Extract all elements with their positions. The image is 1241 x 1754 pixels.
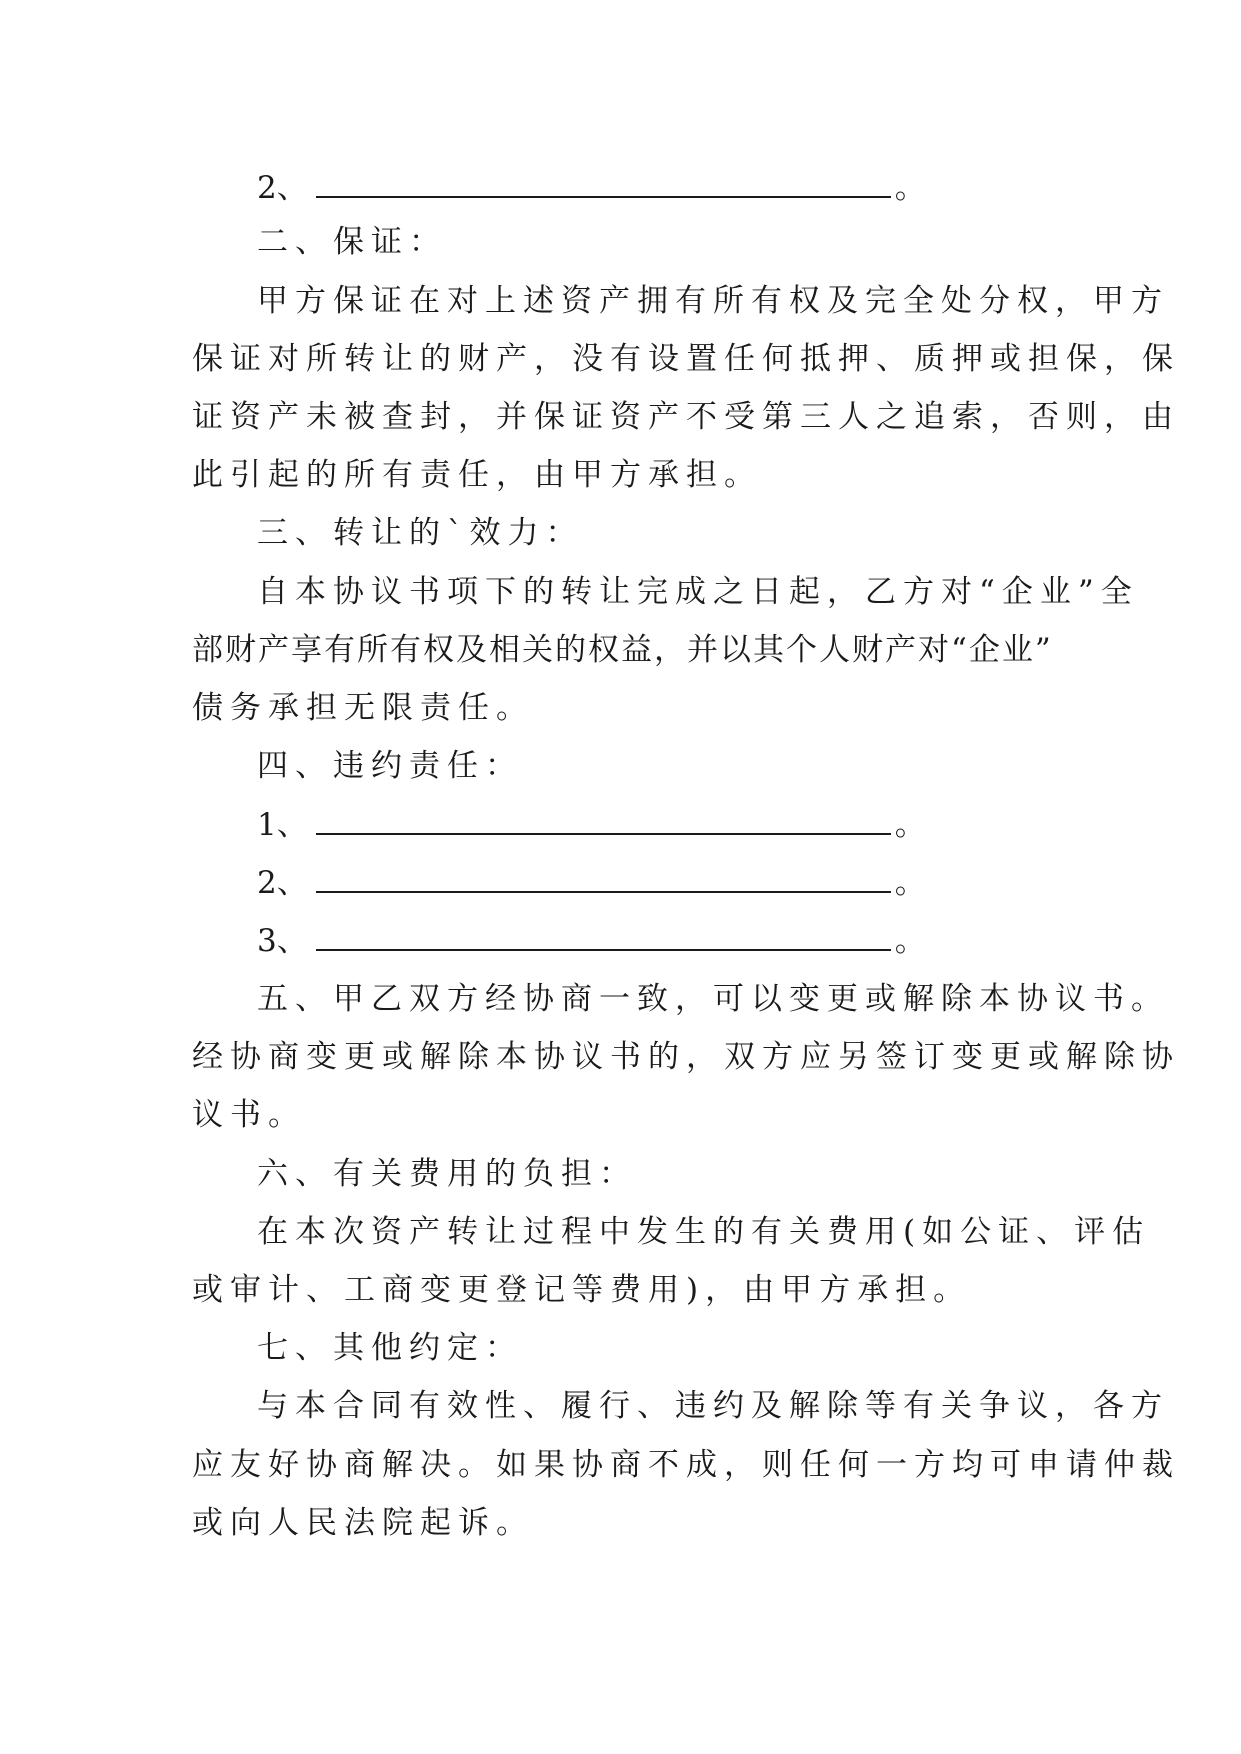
fill-in-blank[interactable] (316, 795, 891, 835)
clause5-line-2: 经协商变更或解除本协议书的，双方应另签订变更或解除协 (192, 1039, 1180, 1075)
clause6-line-1: 在本次资产转让过程中发生的有关费用(如公证、评估 (257, 1214, 1151, 1250)
item-end: 。 (894, 923, 926, 959)
clause4-item-2 (257, 863, 926, 903)
clause4-item-1 (257, 805, 926, 845)
item-number: 2、 (257, 865, 308, 901)
clause3-line-2: 部财产享有所有权及相关的权益，并以其个人财产对“企业” (192, 632, 1053, 668)
clause6-heading: 六、有关费用的负担： (257, 1156, 637, 1192)
item-number: 3、 (257, 923, 308, 959)
item-end: 。 (894, 807, 926, 843)
clause4-item-3 (257, 921, 926, 961)
clause5-line-1: 五、甲乙双方经协商一致，可以变更或解除本协议书。 (257, 981, 1169, 1017)
clause6-line-2: 或审计、工商变更登记等费用)，由甲方承担。 (192, 1272, 972, 1308)
item-number: 2、 (257, 170, 308, 206)
clause3-heading: 三、转让的`效力： (257, 515, 584, 551)
item-end: 。 (894, 865, 926, 901)
clause4-heading: 四、违约责任： (257, 748, 523, 784)
clause2-line-3: 证资产未被查封，并保证资产不受第三人之追索，否则，由 (192, 399, 1180, 435)
clause7-heading: 七、其他约定： (257, 1330, 523, 1366)
clause7-line-2: 应友好协商解决。如果协商不成，则任何一方均可申请仲裁 (192, 1447, 1180, 1483)
clause3-line-1: 自本协议书项下的转让完成之日起，乙方对“企业”全 (257, 574, 1139, 610)
fill-in-blank[interactable] (316, 911, 891, 951)
clause7-line-3: 或向人民法院起诉。 (192, 1505, 534, 1541)
item-end: 。 (894, 170, 926, 206)
clause2-line-4: 此引起的所有责任，由甲方承担。 (192, 457, 762, 493)
clause2-heading: 二、保证： (257, 224, 447, 260)
item-number: 1、 (257, 807, 308, 843)
clause7-line-1: 与本合同有效性、履行、违约及解除等有关争议，各方 (257, 1388, 1169, 1424)
clause2-line-1: 甲方保证在对上述资产拥有所有权及完全处分权，甲方 (257, 283, 1169, 319)
clause1-item-2 (257, 168, 926, 208)
clause5-line-3: 议书。 (192, 1097, 306, 1133)
fill-in-blank[interactable] (316, 853, 891, 893)
fill-in-blank[interactable] (316, 158, 891, 198)
clause2-line-2: 保证对所转让的财产，没有设置任何抵押、质押或担保，保 (192, 341, 1180, 377)
clause3-line-3: 债务承担无限责任。 (192, 690, 534, 726)
